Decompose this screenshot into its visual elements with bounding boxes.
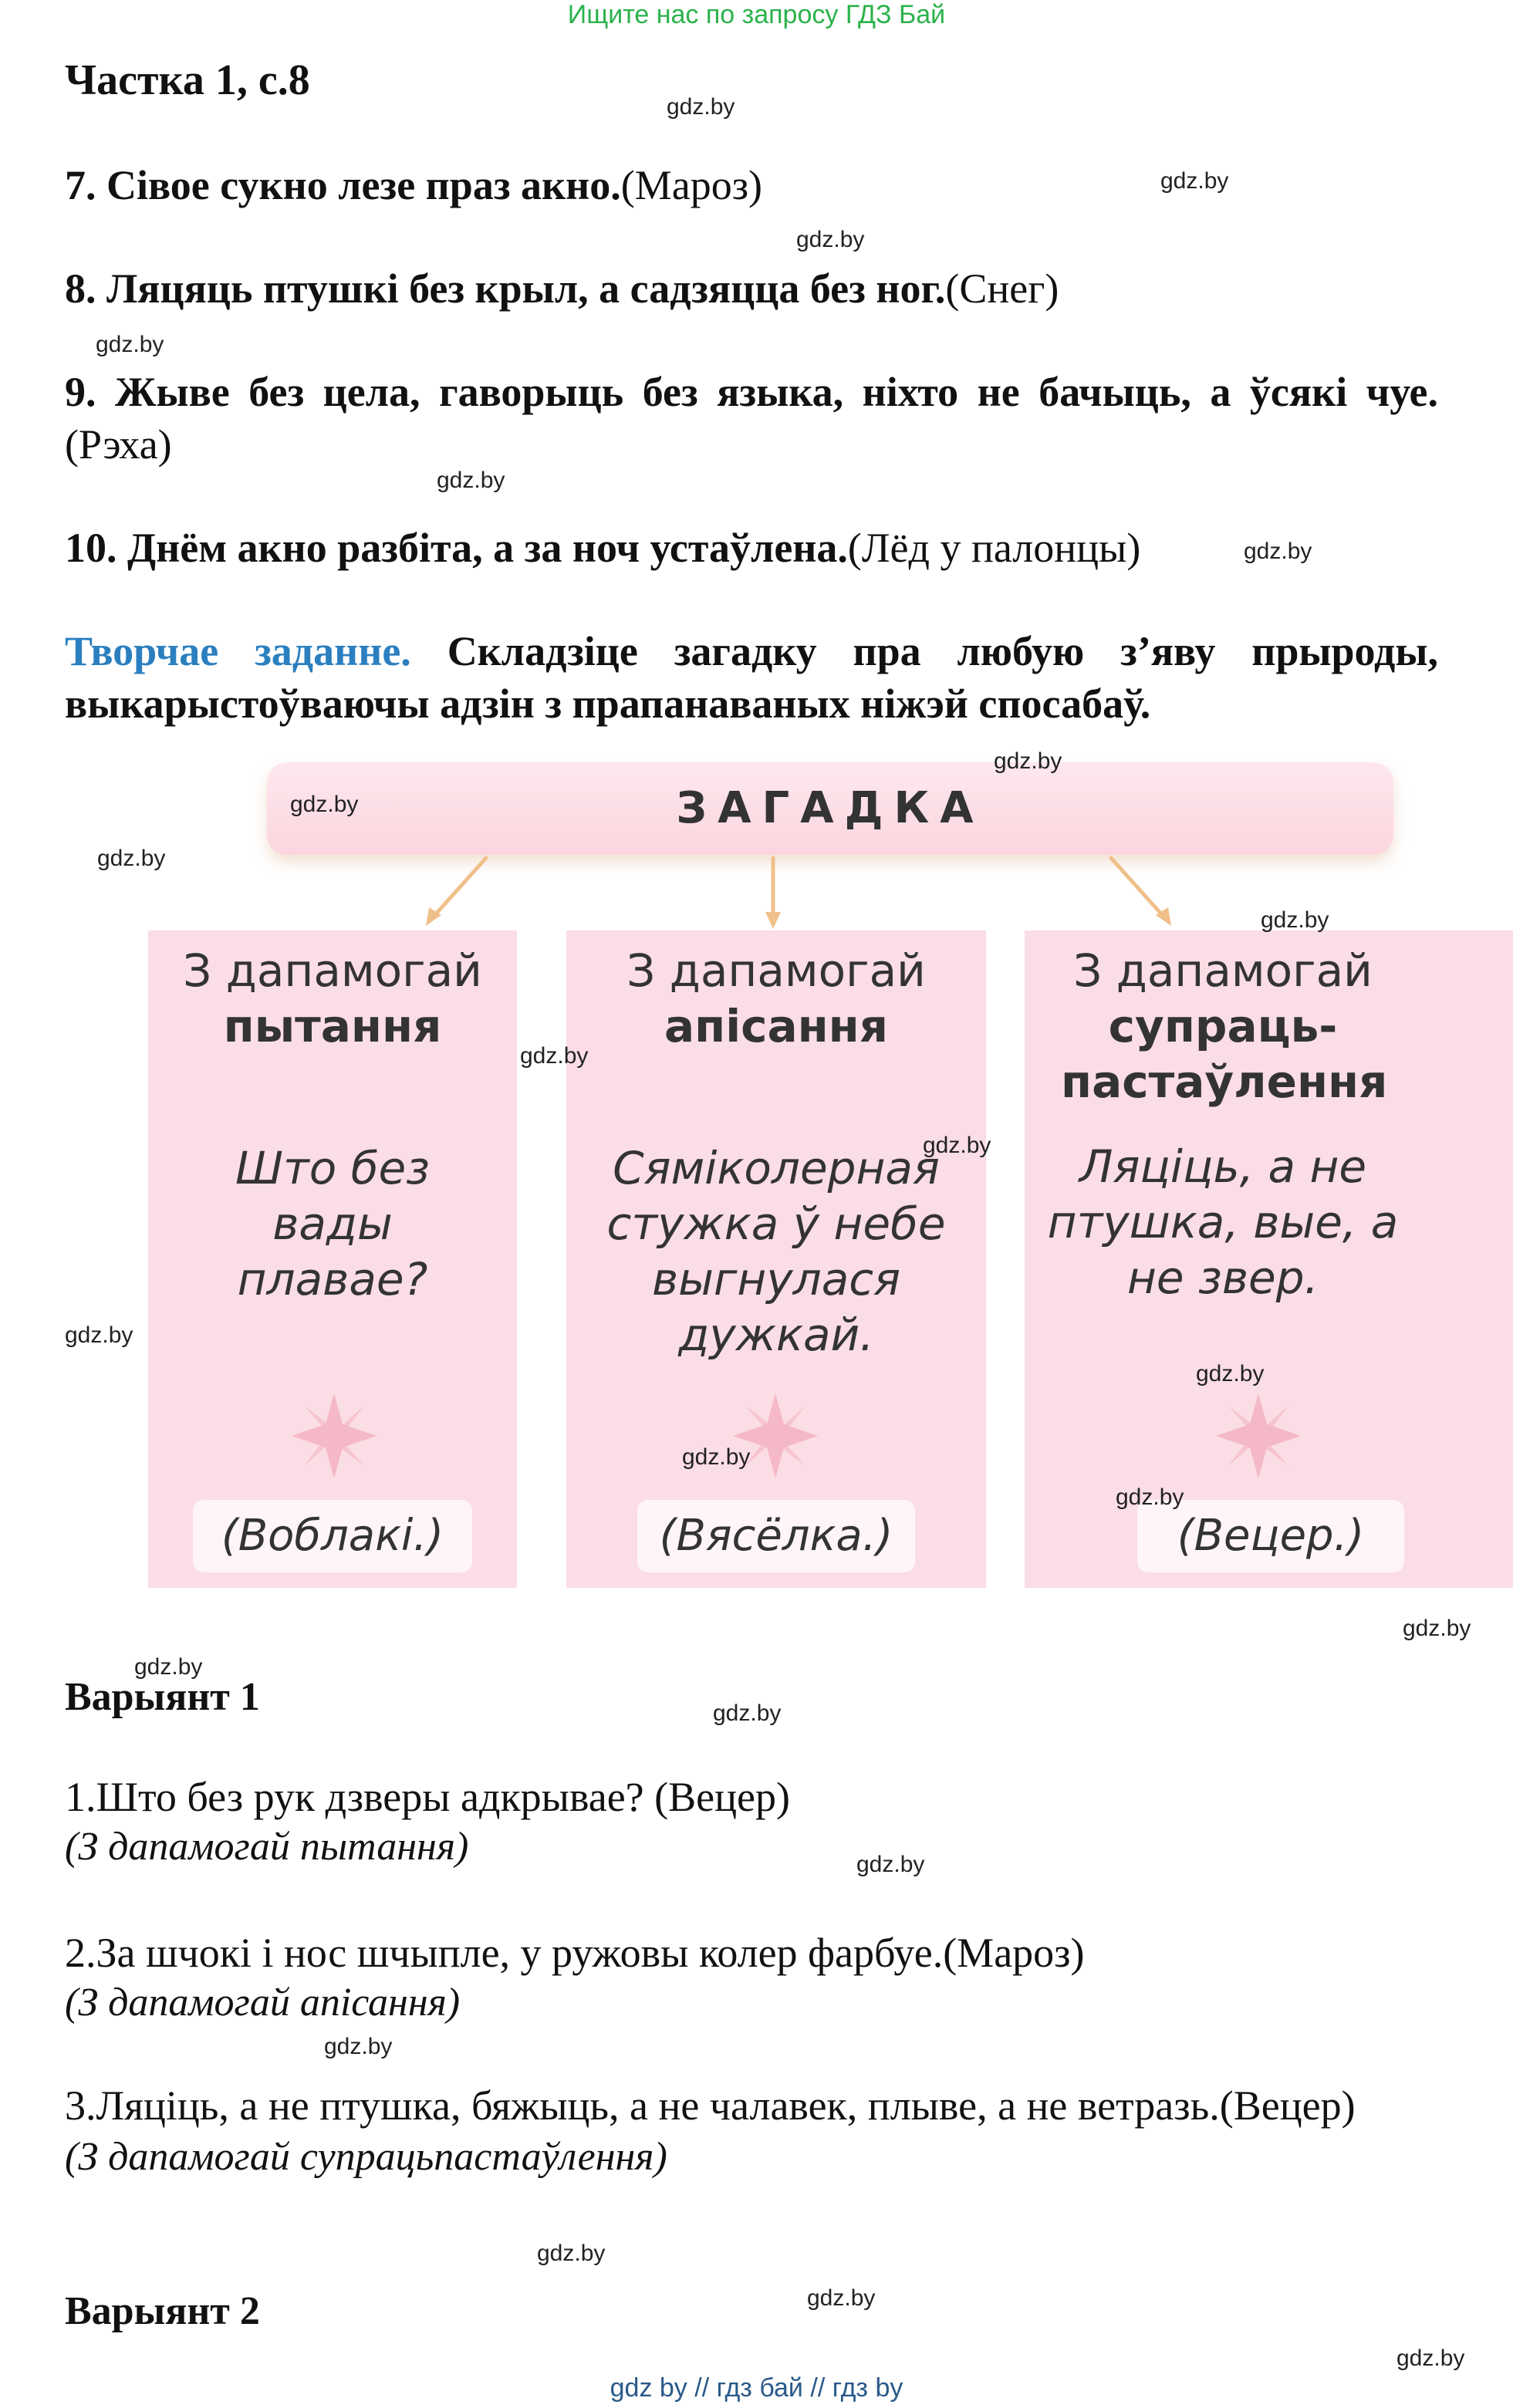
riddle-answer: (Снег) — [945, 265, 1059, 312]
watermark: gdz.by — [923, 1133, 991, 1158]
watermark: gdz.by — [796, 227, 865, 252]
star-ornament-icon — [292, 1393, 377, 1478]
watermark: gdz.by — [807, 2285, 876, 2311]
watermark: gdz.by — [537, 2241, 606, 2266]
riddle-answer: (Мароз) — [620, 162, 763, 208]
example-answer: (Воблакі.) — [193, 1500, 472, 1572]
watermark: gdz.by — [96, 332, 164, 357]
watermark: gdz.by — [1116, 1484, 1184, 1510]
method-panel-contrast — [1025, 930, 1513, 1588]
watermark: gdz.by — [290, 792, 359, 817]
riddle-number: 10. — [65, 525, 117, 571]
watermark: gdz.by — [1403, 1616, 1471, 1641]
watermark: gdz.by — [1261, 907, 1329, 933]
watermark: gdz.by — [324, 2034, 393, 2059]
riddle-question: Жыве без цела, гаворыць без языка, ніхто не бачыць, а ўсякі чуе. — [115, 369, 1439, 415]
variant-method: (З дапамогай супрацьпастаўлення) — [65, 2135, 667, 2179]
watermark: gdz.by — [97, 846, 166, 871]
watermark: gdz.by — [856, 1852, 925, 1877]
method-kind: пытання — [223, 1000, 442, 1052]
watermark: gdz.by — [520, 1043, 589, 1069]
arrow-left — [432, 858, 486, 918]
example-riddle: Сяміколерная стужка ў небе выгнулася дужкай. — [606, 1142, 946, 1361]
variant-method: (З дапамогай пытання) — [65, 1825, 469, 1869]
riddle-question: Ляцяць птушкі без крыл, а садзяцца без ног. — [106, 265, 946, 312]
riddle-question: Днём акно разбіта, а за ноч устаўлена. — [127, 525, 848, 571]
variant-answer: 3.Ляціць, а не птушка, бяжыць, а не чалавек, плыве, а не ветразь.(Вецер) — [65, 2082, 1356, 2129]
variant-method: (З дапамогай апісання) — [65, 1981, 461, 2025]
example-riddle: Што без вады плавае? — [235, 1142, 431, 1305]
riddle-question: Сівое сукно лезе праз акно. — [106, 162, 621, 208]
top-banner[interactable]: Ищите нас по запросу ГДЗ Бай — [567, 0, 946, 29]
watermark: gdz.by — [65, 1322, 133, 1348]
example-answer: (Вясёлка.) — [637, 1500, 915, 1572]
watermark: gdz.by — [1244, 539, 1312, 564]
method-prefix: З дапамогай — [183, 944, 482, 997]
riddle-number: 9. — [65, 369, 96, 415]
variant-answer: 1.Што без рук дзверы адкрывае? (Вецер) — [65, 1774, 790, 1820]
riddle-number: 7. — [65, 162, 96, 208]
method-kind: апісання — [664, 1000, 888, 1052]
example-riddle: Ляціць, а не птушка, вые, а не звер. — [1047, 1140, 1399, 1304]
riddle-answer: (Рэха) — [65, 421, 172, 468]
page-title: Частка 1, с.8 — [65, 56, 310, 104]
riddle-answer: (Лёд у палонцы) — [847, 525, 1141, 571]
method-panel-description — [566, 930, 986, 1588]
method-prefix: З дапамогай — [626, 944, 926, 997]
task-label: Творчае заданне. — [65, 628, 411, 674]
variant-1-heading: Варыянт 1 — [65, 1675, 260, 1719]
footer-links[interactable]: gdz by // гдз бай // гдз by — [610, 2373, 903, 2403]
watermark: gdz.by — [994, 748, 1062, 774]
watermark: gdz.by — [1396, 2346, 1465, 2371]
watermark: gdz.by — [437, 468, 505, 493]
riddle-number: 8. — [65, 265, 96, 312]
watermark: gdz.by — [682, 1444, 751, 1470]
watermark: gdz.by — [667, 94, 735, 120]
watermark: gdz.by — [713, 1700, 782, 1726]
watermark: gdz.by — [134, 1654, 203, 1680]
method-prefix: З дапамогай — [1073, 944, 1373, 997]
star-ornament-icon — [1216, 1393, 1301, 1478]
variant-2-heading: Варыянт 2 — [65, 2289, 260, 2333]
watermark: gdz.by — [1196, 1361, 1265, 1386]
variant-answer: 2.За шчокі і нос шчыпле, у ружовы колер фарбуе.(Мароз) — [65, 1930, 1085, 1976]
example-answer: (Вецер.) — [1137, 1500, 1404, 1572]
watermark: gdz.by — [1160, 168, 1229, 194]
diagram-title: ЗАГАДКА — [267, 762, 1393, 855]
arrow-right — [1111, 858, 1165, 918]
method-panel-question — [148, 930, 517, 1588]
method-kind: супраць-пастаўлення — [1061, 1000, 1388, 1108]
task-text: Складзіце загадку пра любую з’яву прыроды, выкарыстоўваючы адзін з прапанаваных ніжэй спосабаў. — [65, 628, 1438, 727]
